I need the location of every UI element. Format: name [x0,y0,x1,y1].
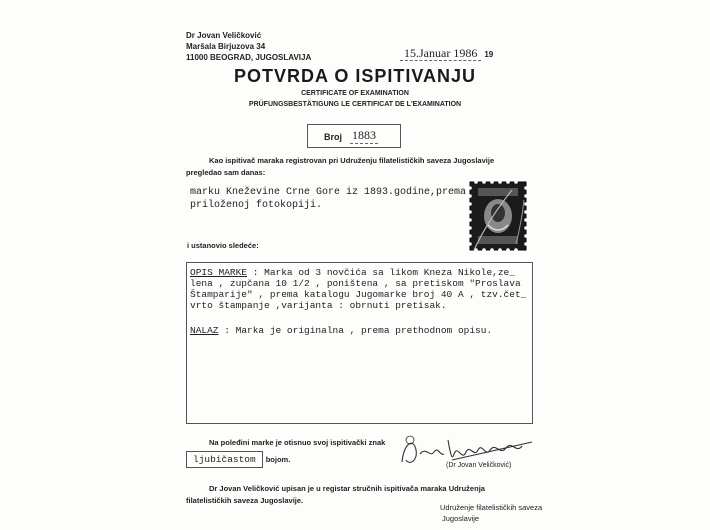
ink-color-row [186,451,290,468]
opis-line-2: lena , zupčana 10 1/2 , poništena , sa pretiskom "Proslava [190,278,521,289]
association-line-1: Udruženje filatelističkih saveza [440,503,543,512]
description-line-2: priloženoj fotokopiji. [190,200,323,211]
finding-section [190,325,492,336]
sender-name: Dr Jovan Veličković [186,31,262,40]
intro-line-2: pregledao sam danas: [186,168,266,177]
opis-heading: OPIS MARKE [190,267,248,278]
date-year-suffix: 19 [484,50,494,59]
footer-line-1: Dr Jovan Veličković upisan je u registar stručnih ispitivača maraka Udruženja [209,484,485,493]
ink-color-suffix: bojom. [265,455,291,464]
nalaz-heading: NALAZ [190,325,219,336]
certificate-number-label: Broj [324,132,342,142]
findings-box [186,262,533,424]
stamp-description [190,186,466,212]
association-line-2: Jugoslavije [442,514,480,523]
intro-line-1: Kao ispitivač maraka registrovan pri Udruženju filatelističkih saveza Jugoslavije [209,156,495,165]
sender-street: Maršala Birjuzova 34 [186,42,266,51]
opis-line-1: : Marka od 3 novčića sa likom Kneza Nikole,ze_ [247,267,515,278]
stamp-image [468,180,528,252]
signature-name: (Dr Jovan Veličković) [446,462,512,469]
established-label: i ustanovio sledeće: [187,241,259,250]
stamp-description-section [190,267,526,311]
subtitle-english: CERTIFICATE OF EXAMINATION [301,90,409,97]
date-value: 15.Januar 1986 [400,46,481,61]
sender-city: 11000 BEOGRAD, JUGOSLAVIJA [186,53,312,62]
opis-line-3: Štamparije" , prema katalogu Jugomarke broj 40 A , tzv.čet_ [190,289,527,300]
opis-line-4: vrto štampanje ,varijanta : obrnuti pretisak. [190,300,447,311]
certificate-number-value: 1883 [352,128,376,142]
date-line [400,46,493,61]
page-title: POTVRDA O ISPITIVANJU [233,66,477,86]
certificate-number-box [307,124,401,148]
footer-line-2: filatelističkih saveza Jugoslavije. [186,496,304,505]
ink-color-value: ljubičastom [186,451,263,468]
backside-statement: Na poleđini marke je otisnuo svoj ispitivački znak [209,438,386,447]
subtitle-german-french: PRÜFUNGSBESTÄTIGUNG LE CERTIFICAT DE L'EXAMINATION [248,101,462,108]
sender-address [186,30,311,63]
nalaz-text: : Marka je originalna , prema prethodnom opisu. [218,325,493,336]
description-line-1: marku Kneževine Crne Gore iz 1893.godine,prema [190,187,467,198]
